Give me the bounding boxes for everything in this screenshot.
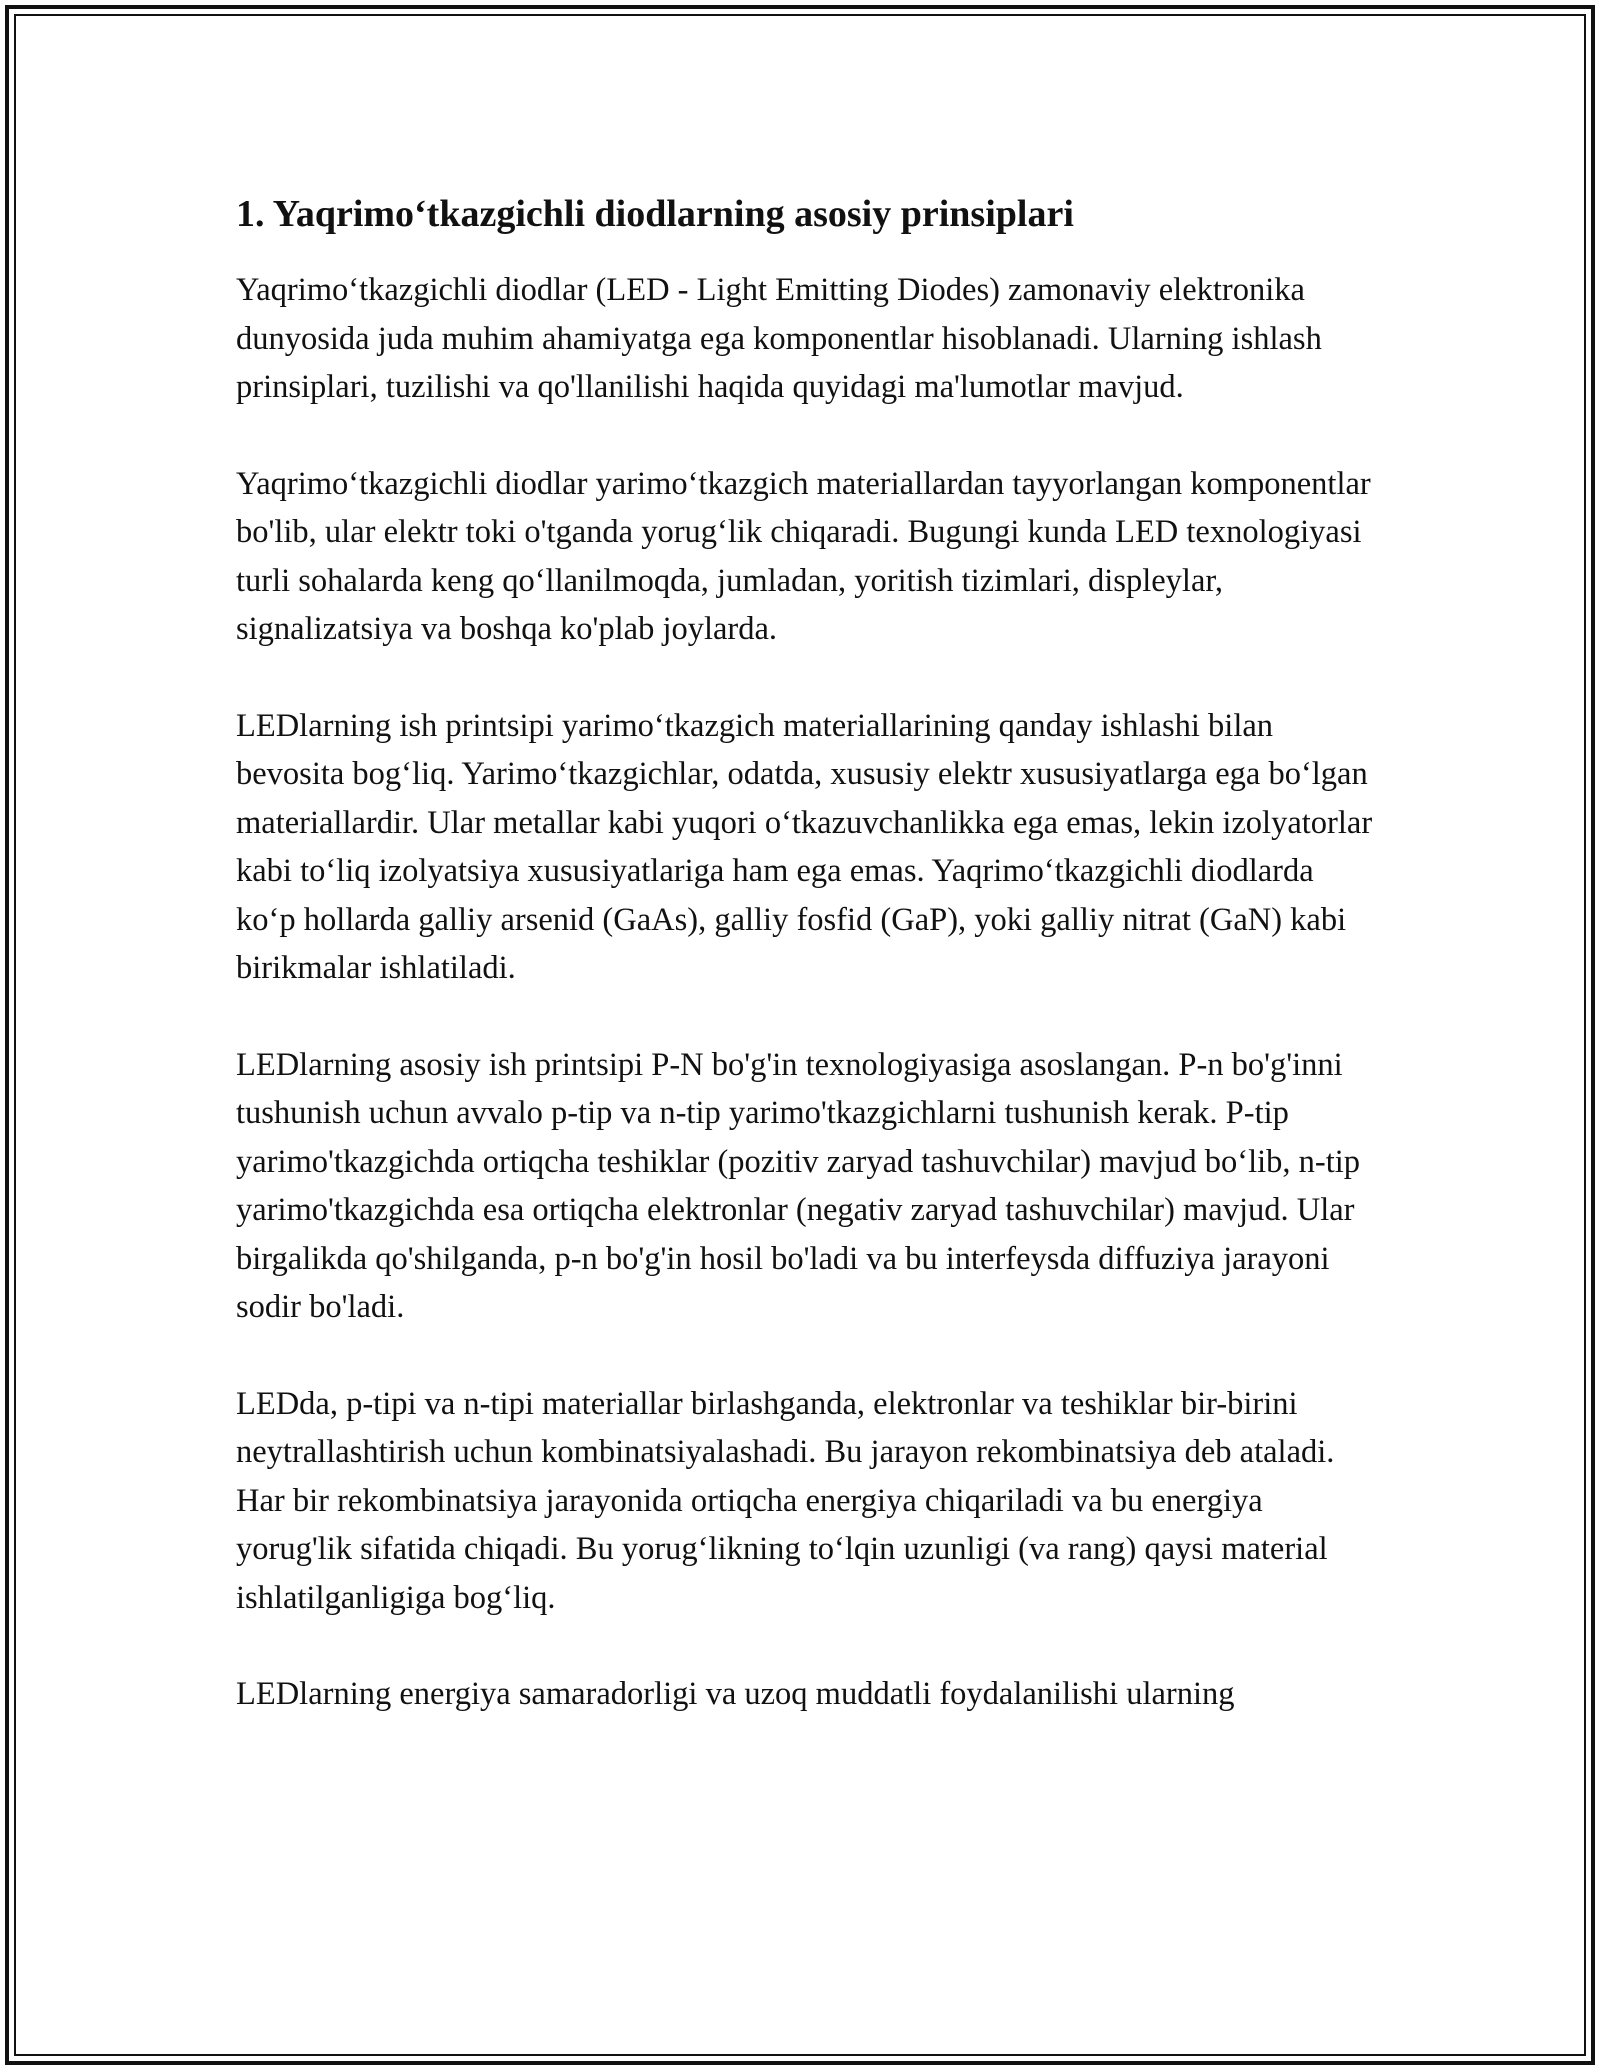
document-body (236, 188, 1381, 1719)
paragraph-definition: Yaqrimo‘tkazgichli diodlar yarimo‘tkazgich materiallardan tayyorlangan komponentlar bo'lib, ular elektr toki o'tganda yorug‘lik chiqaradi. Bugungi kunda LED texnologiyasi turli sohalarda keng qo‘llanilmoqda, jumladan, yoritish tizimlari, displeylar, signalizatsiya va boshqa ko'plab joylarda. (236, 465, 1371, 647)
paragraph-semiconductors: LEDlarning ish printsipi yarimo‘tkazgich materiallarining qanday ishlashi bilan bevosita bog‘liq. Yarimo‘tkazgichlar, odatda, xususiy elektr xususiyatlarga ega bo‘lgan materiallardir. Ular metallar kabi yuqori o‘tkazuvchanlikka ega emas, lekin izolyatorlar kabi to‘liq izolyatsiya xususiyatlariga ham ega emas. Yaqrimo‘tkazgichli diodlarda ko‘p hollarda galliy arsenid (GaAs), galliy fosfid (GaP), yoki galliy nitrat (GaN) kabi birikmalar ishlatiladi. (236, 707, 1373, 986)
paragraph-intro: Yaqrimo‘tkazgichli diodlar (LED - Light Emitting Diodes) zamonaviy elektronika dunyosida juda muhim ahamiyatga ega komponentlar hisoblanadi. Ularning ishlash prinsiplari, tuzilishi va qo'llanilishi haqida quyidagi ma'lumotlar mavjud. (236, 272, 1322, 405)
paragraph-recombination: LEDda, p-tipi va n-tipi materiallar birlashganda, elektronlar va teshiklar bir-birini neytrallashtirish uchun kombinatsiyalashadi. Bu jarayon rekombinatsiya deb ataladi. Har bir rekombinatsiya jarayonida ortiqcha energiya chiqariladi va bu energiya yorug'lik sifatida chiqadi. Bu yorug‘likning to‘lqin uzunligi (va rang) qaysi material ishlatilganligiga bog‘liq. (236, 1385, 1335, 1616)
section-heading: 1. Yaqrimo‘tkazgichli diodlarning asosiy prinsiplari (236, 193, 1074, 235)
paragraph-efficiency: LEDlarning energiya samaradorligi va uzoq muddatli foydalanilishi ularning (236, 1676, 1235, 1712)
paragraph-pn-junction: LEDlarning asosiy ish printsipi P-N bo'g'in texnologiyasiga asoslangan. P-n bo'g'inni tushunish uchun avvalo p-tip va n-tip yarimo'tkazgichlarni tushunish kerak. P-tip yarimo'tkazgichda ortiqcha teshiklar (pozitiv zaryad tashuvchilar) mavjud bo‘lib, n-tip yarimo'tkazgichda esa ortiqcha elektronlar (negativ zaryad tashuvchilar) mavjud. Ular birgalikda qo'shilganda, p-n bo'g'in hosil bo'ladi va bu interfeysda diffuziya jarayoni sodir bo'ladi. (236, 1046, 1361, 1325)
